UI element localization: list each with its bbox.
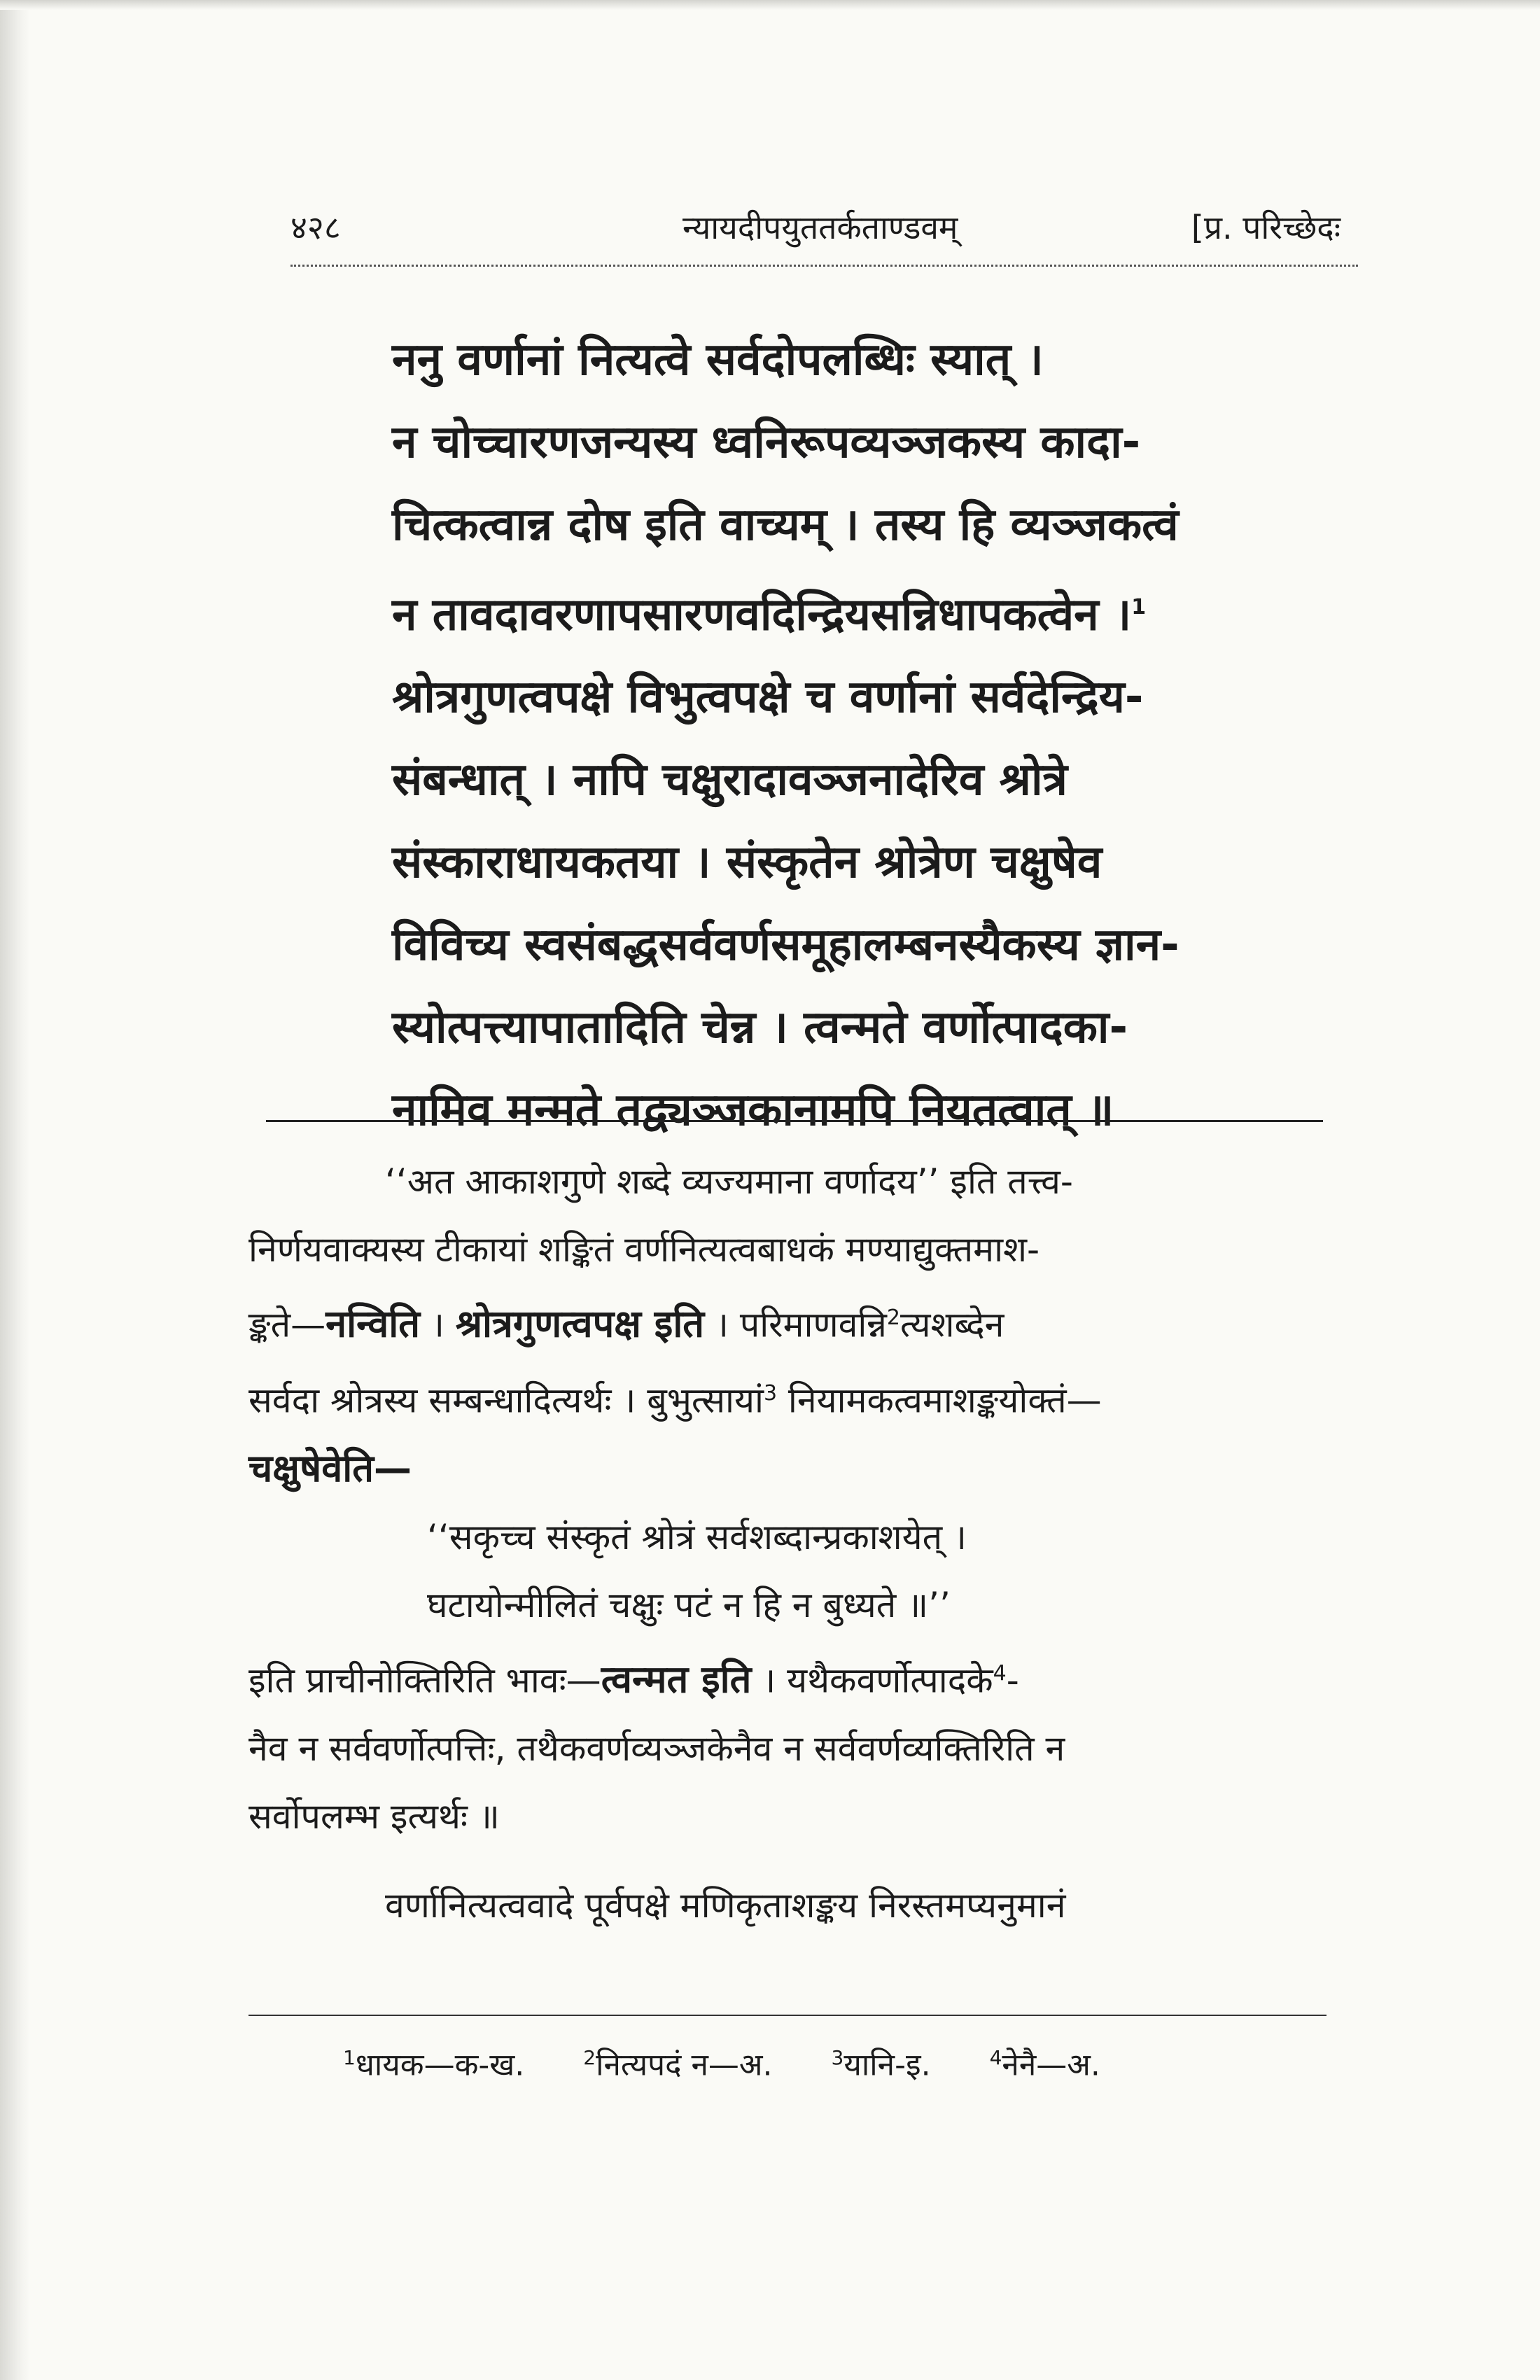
commentary-line: निर्णयवाक्यस्य टीकायां शङ्कितं वर्णनित्यत्वबाधकं मण्याद्युक्तमाश-: [248, 1229, 1040, 1270]
pratika-term: नन्विति: [326, 1301, 421, 1346]
main-text-line: विविच्य स्वसंबद्धसर्ववर्णसमूहालम्बनस्यैकस्य ज्ञान-: [392, 919, 1180, 972]
main-text-line: न चोच्चारणजन्यस्य ध्वनिरूपव्यञ्जकस्य कादा-: [392, 416, 1141, 468]
footnotes: [343, 2026, 1323, 2097]
footnote: [583, 2026, 772, 2097]
footnote: [990, 2026, 1100, 2097]
main-text: [392, 318, 1302, 1152]
commentary-line: वर्णानित्यत्ववादे पूर्वपक्षे मणिकृताशङ्कय निरस्तमप्यनुमानं: [385, 1884, 1066, 1926]
footnote-divider: [248, 2015, 1326, 2016]
footnote-number: 2: [583, 2046, 596, 2069]
scan-top-shadow: [0, 0, 1540, 10]
paragraph-gap: [248, 1851, 1340, 1872]
commentary-text: ।: [420, 1304, 456, 1345]
header-rule: [290, 265, 1358, 267]
commentary-text: इति प्राचीनोक्तिरिति भावः—: [248, 1660, 601, 1701]
main-text-line: ननु वर्णानां नित्यत्वे सर्वदोपलब्धिः स्यात् ।: [392, 334, 1044, 386]
section-label: [प्र. परिच्छेदः: [1191, 209, 1340, 246]
verse-line: घटायोन्मीलितं चक्षुः पटं न हि न बुध्यते ॥’’: [427, 1585, 951, 1626]
commentary-line: नैव न सर्ववर्णोत्पत्तिः, तथैकवर्णव्यञ्जकेनैव न सर्ववर्णव्यक्तिरिति न: [248, 1728, 1065, 1769]
commentary-line: सर्वोपलम्भ इत्यर्थः ॥: [248, 1795, 500, 1837]
main-text-line: चित्कत्वान्न दोष इति वाच्यम् । तस्य हि व्यञ्जकत्वं: [392, 499, 1179, 551]
page-title: न्यायदीपयुततर्कताण्डवम्: [682, 209, 958, 246]
commentary: [248, 1148, 1340, 1940]
footnote-marker: 1: [1131, 595, 1147, 620]
commentary-line: [248, 1434, 1340, 1504]
commentary-text: -: [1006, 1660, 1019, 1701]
commentary-line: [248, 1284, 1340, 1359]
pratika-term: श्रोत्रगुणत्वपक्ष इति: [455, 1301, 705, 1346]
commentary-line: ‘‘अत आकाशगुणे शब्दे व्यज्यमाना वर्णादय’’ इति तत्त्व-: [385, 1161, 1073, 1202]
footnote-marker: 3: [763, 1380, 778, 1406]
footnote-number: 1: [343, 2046, 356, 2069]
pratika-term: त्वन्मत इति: [601, 1657, 752, 1702]
page-number: ४२८: [290, 209, 341, 246]
footnote-number: 3: [831, 2046, 844, 2069]
footnote-text: नेनै—अ.: [1002, 2047, 1100, 2083]
main-text-line: संबन्धात् । नापि चक्षुरादावञ्जनादेरिव श्रोत्रे: [392, 754, 1068, 806]
pratika-term: चक्षुषेवेति—: [248, 1446, 412, 1491]
footnote: [343, 2026, 524, 2097]
commentary-line: [248, 1359, 1340, 1435]
footnote-marker: 2: [886, 1306, 900, 1330]
main-text-line: नामिव मन्मते तद्व्यञ्जकानामपि नियतत्वात् ॥: [392, 1084, 1114, 1137]
commentary-line: [248, 1639, 1340, 1715]
footnote-text: धायक—क-ख.: [355, 2047, 525, 2083]
running-header: [290, 196, 1340, 259]
commentary-text: सर्वदा श्रोत्रस्य सम्बन्धादित्यर्थः । बुभुत्सायां: [248, 1380, 764, 1421]
footnote: [832, 2026, 931, 2097]
commentary-text: त्यशब्देन: [899, 1304, 1004, 1345]
commentary-text: । परिमाणवन्नि: [704, 1304, 887, 1345]
main-text-line: [392, 566, 1302, 656]
footnote-number: 4: [989, 2046, 1002, 2069]
main-text-line: श्रोत्रगुणत्वपक्षे विभुत्वपक्षे च वर्णानां सर्वदेन्द्रिय-: [392, 671, 1144, 724]
main-text-line-part: न तावदावरणापसारणवदिन्द्रियसन्निधापकत्वेन ।: [392, 589, 1132, 641]
commentary-text: । यथैकवर्णोत्पादके: [751, 1660, 993, 1701]
scan-edge-shadow: [0, 0, 29, 2380]
commentary-text: नियामकत्वमाशङ्कयोक्तं—: [777, 1380, 1102, 1421]
verse-line: ‘‘सकृच्च संस्कृतं श्रोत्रं सर्वशब्दान्प्रकाशयेत् ।: [427, 1517, 967, 1558]
commentary-text: ङ्कते—: [248, 1304, 326, 1345]
footnote-text: नित्यपदं न—अ.: [596, 2047, 773, 2083]
footnote-text: यानि-इ.: [844, 2047, 931, 2083]
section-divider: [266, 1120, 1323, 1122]
main-text-line: स्योत्पत्त्यापातादिति चेन्न । त्वन्मते वर्णोत्पादका-: [392, 1002, 1128, 1054]
main-text-line: संस्काराधायकतया । संस्कृतेन श्रोत्रेण चक्षुषेव: [392, 836, 1102, 889]
footnote-marker: 4: [993, 1661, 1007, 1686]
